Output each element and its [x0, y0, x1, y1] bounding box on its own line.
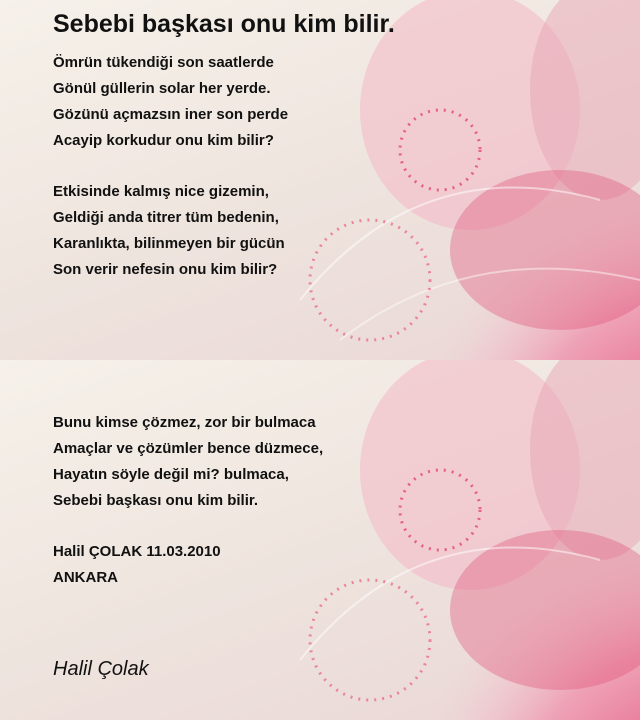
poem-line: Gözünü açmazsın iner son perde — [53, 106, 289, 123]
poem-line: Etkisinde kalmış nice gizemin, — [53, 183, 269, 200]
stanza-1 — [53, 50, 288, 154]
poem-line: Son verir nefesin onu kim bilir? — [53, 261, 278, 278]
poem-line: Gönül güllerin solar her yerde. — [53, 80, 271, 97]
poem-line: Hayatın söyle değil mi? bulmaca, — [53, 466, 289, 483]
author-info — [53, 539, 323, 591]
stanza-3 — [53, 410, 323, 514]
poem-line: Bunu kimse çözmez, zor bir bulmaca — [53, 414, 316, 431]
poem-body-bottom — [53, 410, 323, 616]
poem-card-bottom — [0, 360, 640, 720]
poem-line: Geldiği anda titrer tüm bedenin, — [53, 209, 279, 226]
poem-line: Sebebi başkası onu kim bilir. — [53, 492, 259, 509]
poem-line: Acayip korkudur onu kim bilir? — [53, 132, 274, 149]
signature: Halil Çolak — [53, 658, 149, 680]
stanza-2 — [53, 179, 288, 283]
city: ANKARA — [53, 569, 118, 586]
poem-line: Ömrün tükendiği son saatlerde — [53, 54, 274, 71]
poem-line: Karanlıkta, bilinmeyen bir gücün — [53, 235, 285, 252]
author-date: Halil ÇOLAK 11.03.2010 — [53, 543, 221, 560]
poem-line: Amaçlar ve çözümler bence düzmece, — [53, 440, 324, 457]
poem-body-top — [53, 50, 288, 308]
poem-title: Sebebi başkası onu kim bilir. — [53, 10, 395, 38]
